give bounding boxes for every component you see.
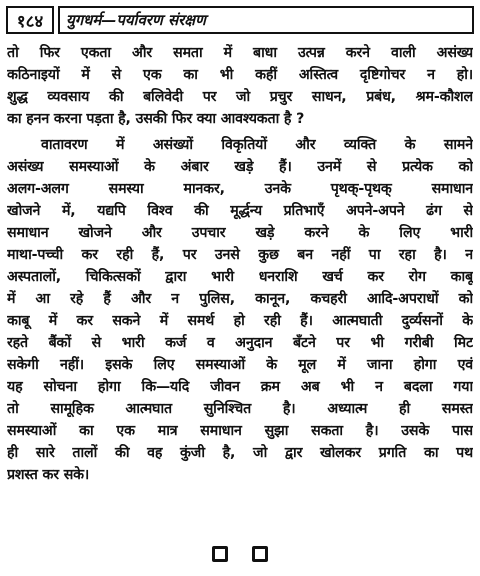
running-title: युगधर्म—पर्यावरण संरक्षण: [58, 6, 474, 34]
text-line: खोजने में, यद्यपि विश्व की मूर्द्धन्य प्रतिभाएँ अपने-अपने ढंग से: [7, 203, 473, 219]
page-header: [6, 6, 474, 36]
text-line: समस्याओं का एक मात्र समाधान सुझा सकता है। उसके पास: [7, 423, 473, 439]
text-line: तो फिर एकता और समता में बाधा उत्पन्न करने वाली असंख्य: [7, 45, 473, 61]
text-line: वातावरण में असंख्यों विकृतियों और व्यक्ति के सामने: [41, 137, 473, 153]
text-line: कठिनाइयों में से एक का भी कहीं अस्तित्व दृष्टिगोचर न हो।: [7, 67, 473, 83]
square-mark-icon: [212, 546, 228, 562]
body-text: [7, 42, 473, 486]
text-line: का हनन करना पड़ता है, उसकी फिर क्या आवश्यकता है ?: [7, 111, 305, 127]
text-line: प्रशस्त कर सके।: [7, 467, 90, 483]
text-line: रहते बैंकों से भारी कर्ज व अनुदान बँटने पर भी गरीबी मिट: [7, 335, 473, 351]
end-marks: [0, 546, 480, 562]
text-line: ही सारे तालों की वह कुंजी है, जो द्वार खोलकर प्रगति का पथ: [7, 445, 473, 461]
text-line: असंख्य समस्याओं के अंबार खड़े हैं। उनमें से प्रत्येक को: [7, 159, 473, 175]
text-line: अलग-अलग समस्या मानकर, उनके पृथक्-पृथक् समाधान: [7, 181, 473, 197]
text-line: शुद्ध व्यवसाय की बलिवेदी पर जो प्रचुर साधन, प्रबंध, श्रम-कौशल: [7, 89, 473, 105]
text-line: समाधान खोजने और उपचार खड़े करने के लिए भारी: [7, 225, 473, 241]
text-line: अस्पतालों, चिकित्सकों द्वारा भारी धनराशि खर्च कर रोग काबू: [7, 269, 473, 285]
text-line: में आ रहे हैं और न पुलिस, कानून, कचहरी आदि-अपराधों को: [7, 291, 473, 307]
square-mark-icon: [252, 546, 268, 562]
text-line: यह सोचना होगा कि—यदि जीवन क्रम अब भी न बदला गया: [7, 379, 473, 395]
text-line: तो सामूहिक आत्मघात सुनिश्चित है। अध्यात्म ही समस्त: [7, 401, 473, 417]
text-line: काबू में कर सकने में समर्थ हो रही हैं। आत्मघाती दुर्व्यसनों के: [7, 313, 473, 329]
text-line: माथा-पच्ची कर रही हैं, पर उनसे कुछ बन नहीं पा रहा है। न: [7, 247, 473, 263]
page-number: १८४: [6, 6, 54, 34]
text-line: सकेगी नहीं। इसके लिए समस्याओं के मूल में जाना होगा एवं: [7, 357, 473, 373]
